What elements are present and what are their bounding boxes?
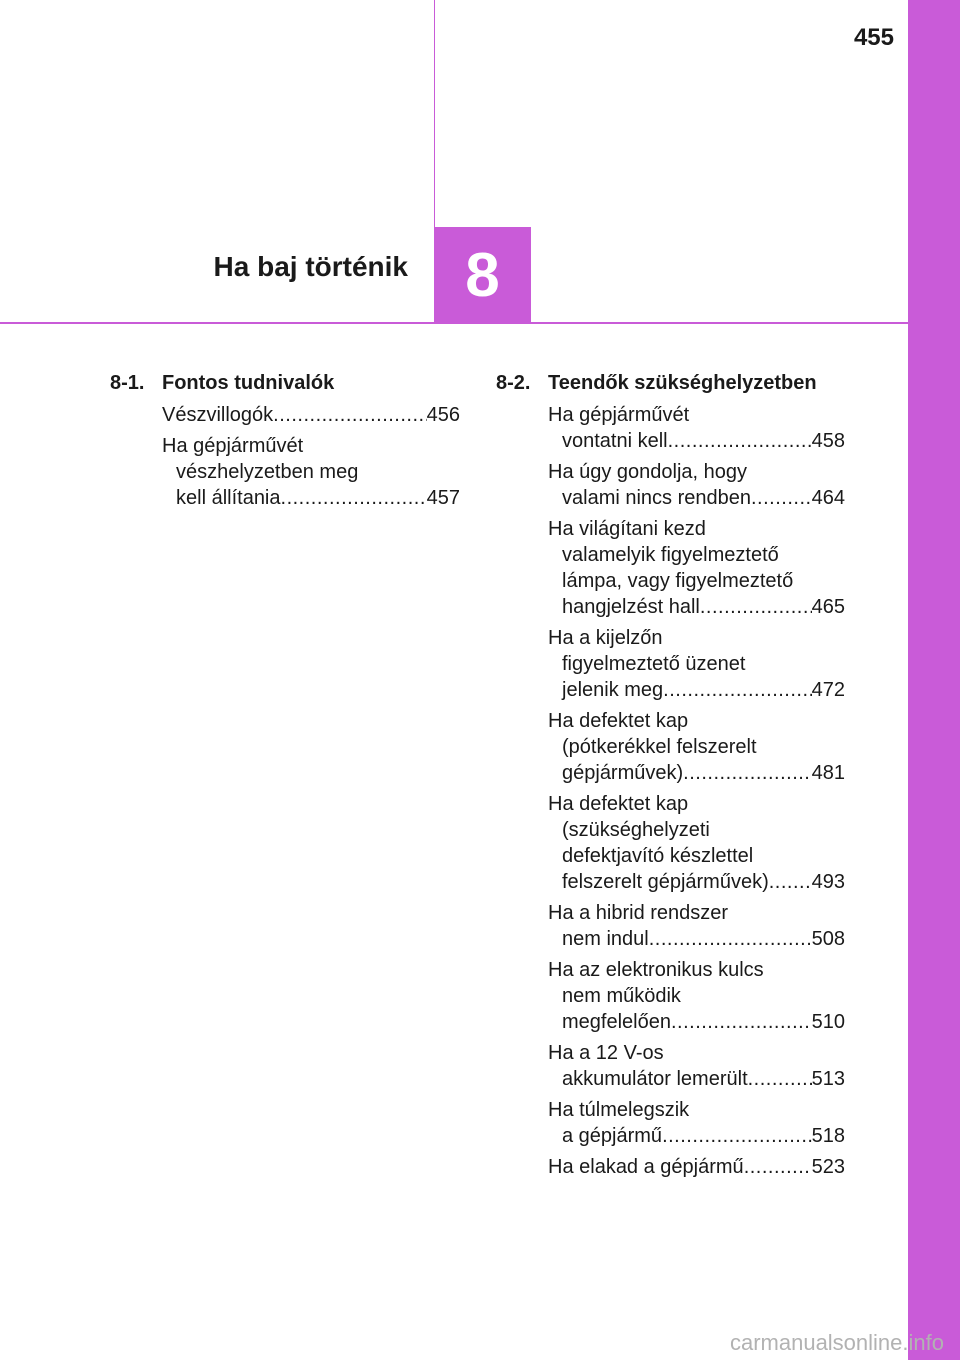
toc-entry-line	[162, 459, 460, 485]
toc-page-number: 464	[811, 487, 845, 509]
toc-entry-line	[548, 791, 845, 817]
toc-entry-line	[548, 869, 845, 895]
dot-leader	[273, 402, 426, 428]
toc-entry-text: nem működik	[562, 985, 681, 1007]
toc-entry[interactable]	[548, 516, 845, 620]
toc-page-number: 465	[811, 596, 845, 618]
dot-leader	[649, 926, 812, 952]
toc-entry-text: jelenik meg	[562, 679, 664, 701]
section-number: 8-2.	[496, 372, 531, 394]
toc-section-8-2	[496, 370, 845, 1185]
toc-entry-line	[548, 817, 845, 843]
dot-leader	[769, 869, 812, 895]
dot-leader	[751, 485, 812, 511]
dot-leader	[744, 1154, 812, 1180]
toc-entry-line	[162, 485, 460, 511]
toc-entry-text: Ha úgy gondolja, hogy	[548, 461, 748, 483]
toc-entry-line	[162, 433, 460, 459]
toc-page-number: 493	[811, 871, 845, 893]
toc-entry[interactable]	[548, 900, 845, 952]
toc-entry[interactable]	[548, 1097, 845, 1149]
toc-page-number: 472	[811, 679, 845, 701]
toc-entry-text: Ha gépjárművét	[548, 404, 690, 426]
dot-leader	[671, 1009, 812, 1035]
section-heading	[496, 370, 845, 396]
toc-page-number: 513	[811, 1068, 845, 1090]
toc-entry-line	[548, 625, 845, 651]
toc-entry-line	[548, 1066, 845, 1092]
toc-entry-text: megfelelően	[562, 1011, 671, 1033]
toc-entry-text: Vészvillogók	[162, 404, 274, 426]
toc-entry-text: nem indul	[562, 928, 649, 950]
section-number: 8-1.	[110, 372, 145, 394]
toc-entry-line	[548, 926, 845, 952]
dot-leader	[663, 677, 811, 703]
toc-entry-text: akkumulátor lemerült	[562, 1068, 748, 1090]
section-heading	[110, 370, 460, 396]
toc-entry-line	[548, 459, 845, 485]
chapter-side-tab	[908, 0, 960, 1360]
toc-entry-line	[548, 516, 845, 542]
toc-entry-text: vészhelyzetben meg	[176, 461, 359, 483]
toc-entry-line	[548, 568, 845, 594]
toc-entry-line	[548, 1123, 845, 1149]
dot-leader	[700, 594, 812, 620]
toc-entry-line	[162, 402, 460, 428]
toc-page-number: 456	[426, 404, 460, 426]
toc-entry-line	[548, 1009, 845, 1035]
section-title: Teendők szükséghelyzetben	[548, 372, 817, 394]
toc-entry-text: valami nincs rendben	[562, 487, 751, 509]
toc-entry-line	[548, 485, 845, 511]
section-title: Fontos tudnivalók	[162, 372, 335, 394]
toc-entry-line	[548, 428, 845, 454]
toc-entry-text: kell állítania	[176, 487, 281, 509]
toc-page-number: 481	[811, 762, 845, 784]
watermark: carmanualsonline.info	[729, 1330, 944, 1355]
toc-entry-line	[548, 957, 845, 983]
toc-entry[interactable]	[548, 459, 845, 511]
toc-entry-line	[548, 760, 845, 786]
chapter-number-box	[434, 227, 531, 323]
toc-entry[interactable]	[548, 1040, 845, 1092]
toc-entry-text: Ha az elektronikus kulcs	[548, 959, 764, 981]
header-vertical-rule	[434, 0, 435, 228]
dot-leader	[683, 760, 811, 786]
toc-entry-text: vontatni kell	[562, 430, 668, 452]
toc-page-number: 508	[811, 928, 845, 950]
toc-entry-line	[548, 402, 845, 428]
toc-entry-text: Ha világítani kezd	[548, 518, 706, 540]
toc-entry-text: gépjárművek)	[562, 762, 684, 784]
toc-page-number: 523	[811, 1156, 845, 1178]
dot-leader	[281, 485, 427, 511]
toc-entry[interactable]	[162, 402, 460, 428]
toc-page-number: 510	[811, 1011, 845, 1033]
toc-entry-line	[548, 1040, 845, 1066]
toc-entry-line	[548, 594, 845, 620]
toc-entry-line	[548, 1154, 845, 1180]
toc-entry-text: felszerelt gépjárművek)	[562, 871, 769, 893]
chapter-title: Ha baj történik	[213, 251, 408, 282]
toc-entry-line	[548, 843, 845, 869]
page-number: 455	[853, 24, 894, 51]
toc-entry-line	[548, 542, 845, 568]
toc-entry-line	[548, 677, 845, 703]
toc-entry[interactable]	[548, 402, 845, 454]
toc-entry-line	[548, 708, 845, 734]
toc-entry-text: (pótkerékkel felszerelt	[562, 736, 757, 758]
toc-entry-line	[548, 900, 845, 926]
toc-entry[interactable]	[548, 791, 845, 895]
toc-entry[interactable]	[548, 957, 845, 1035]
toc-page-number: 518	[811, 1125, 845, 1147]
toc-entry-text: hangjelzést hall	[562, 596, 700, 618]
toc-entry[interactable]	[548, 625, 845, 703]
toc-entry-text: Ha elakad a gépjármű	[548, 1156, 744, 1178]
toc-entry-text: a gépjármű	[562, 1125, 663, 1147]
dot-leader	[668, 428, 812, 454]
toc-entry[interactable]	[162, 433, 460, 511]
dot-leader	[662, 1123, 812, 1149]
toc-entry-text: Ha a kijelzőn	[548, 627, 663, 649]
toc-entry-text: Ha túlmelegszik	[548, 1099, 690, 1121]
toc-entry-text: Ha a hibrid rendszer	[548, 902, 729, 924]
toc-entry-text: lámpa, vagy figyelmeztető	[562, 570, 794, 592]
toc-entry-line	[548, 983, 845, 1009]
toc-entry[interactable]	[548, 1154, 845, 1180]
toc-entry-text: Ha defektet kap	[548, 793, 689, 815]
toc-page-number: 458	[811, 430, 845, 452]
toc-entry-line	[548, 1097, 845, 1123]
chapter-number: 8	[465, 240, 500, 310]
toc-entry-text: (szükséghelyzeti	[562, 819, 710, 841]
toc-entry-line	[548, 651, 845, 677]
dot-leader	[748, 1066, 812, 1092]
toc-entry-text: Ha a 12 V-os	[548, 1042, 664, 1064]
toc-section-8-1	[110, 370, 460, 516]
toc-entry-line	[548, 734, 845, 760]
toc-page-number: 457	[426, 487, 460, 509]
toc-entry-text: valamelyik figyelmeztető	[562, 544, 779, 566]
toc-entry-text: Ha gépjárművét	[162, 435, 304, 457]
toc-entry[interactable]	[548, 708, 845, 786]
toc-entry-text: Ha defektet kap	[548, 710, 689, 732]
toc-entry-text: figyelmeztető üzenet	[562, 653, 746, 675]
toc-entry-text: defektjavító készlettel	[562, 845, 754, 867]
